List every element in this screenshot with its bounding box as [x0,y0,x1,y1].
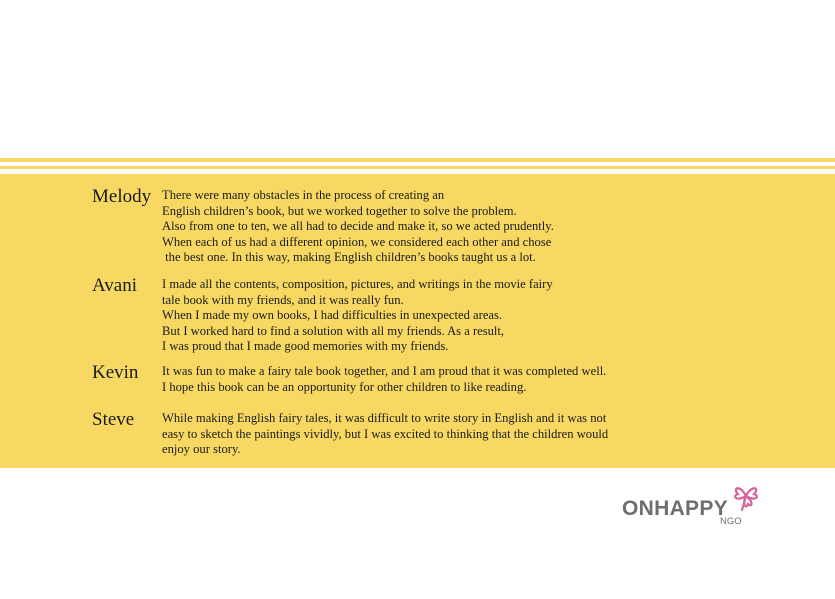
text-line: I was proud that I made good memories with my friends. [162,339,449,354]
testimonial-text [162,277,802,355]
top-stripe-2 [0,166,835,169]
text-line: English children’s book, but we worked together to solve the problem. [162,203,517,218]
testimonial-name: Steve [92,409,135,430]
text-line: There were many obstacles in the process of creating an [162,188,445,202]
logo-subtext: NGO [720,516,742,527]
text-line: I made all the contents, composition, pictures, and writings in the movie fairy [162,277,553,291]
text-line: the best one. In this way, making English children’s books taught us a lot. [162,250,536,265]
testimonial-name: Kevin [92,362,139,383]
testimonial-text [162,411,802,458]
text-line: easy to sketch the paintings vividly, but I was excited to thinking that the children would [162,426,609,441]
logo-wordmark: ONHAPPY [622,497,728,520]
text-line: When I made my own books, I had difficulties in unexpected areas. [162,308,503,323]
top-stripe-1 [0,158,835,162]
testimonial-text [162,188,802,266]
text-line: tale book with my friends, and it was really fun. [162,292,404,307]
clover-flower-icon [726,480,766,512]
text-line: While making English fairy tales, it was difficult to write story in English and it was not [162,411,607,425]
testimonial-name: Melody [92,186,152,207]
text-line: When each of us had a different opinion, we considered each other and chose [162,234,552,249]
text-line: I hope this book can be an opportunity for other children to like reading. [162,379,527,394]
testimonial-name: Avani [92,275,138,296]
testimonial-text [162,364,802,395]
text-line: Also from one to ten, we all had to decide and make it, so we acted prudently. [162,219,554,234]
text-line: It was fun to make a fairy tale book together, and I am proud that it was completed well. [162,364,607,378]
onhappy-logo [622,493,772,533]
text-line: enjoy our story. [162,442,241,457]
text-line: But I worked hard to find a solution with all my friends. As a result, [162,323,505,338]
testimonials-panel [0,174,835,468]
